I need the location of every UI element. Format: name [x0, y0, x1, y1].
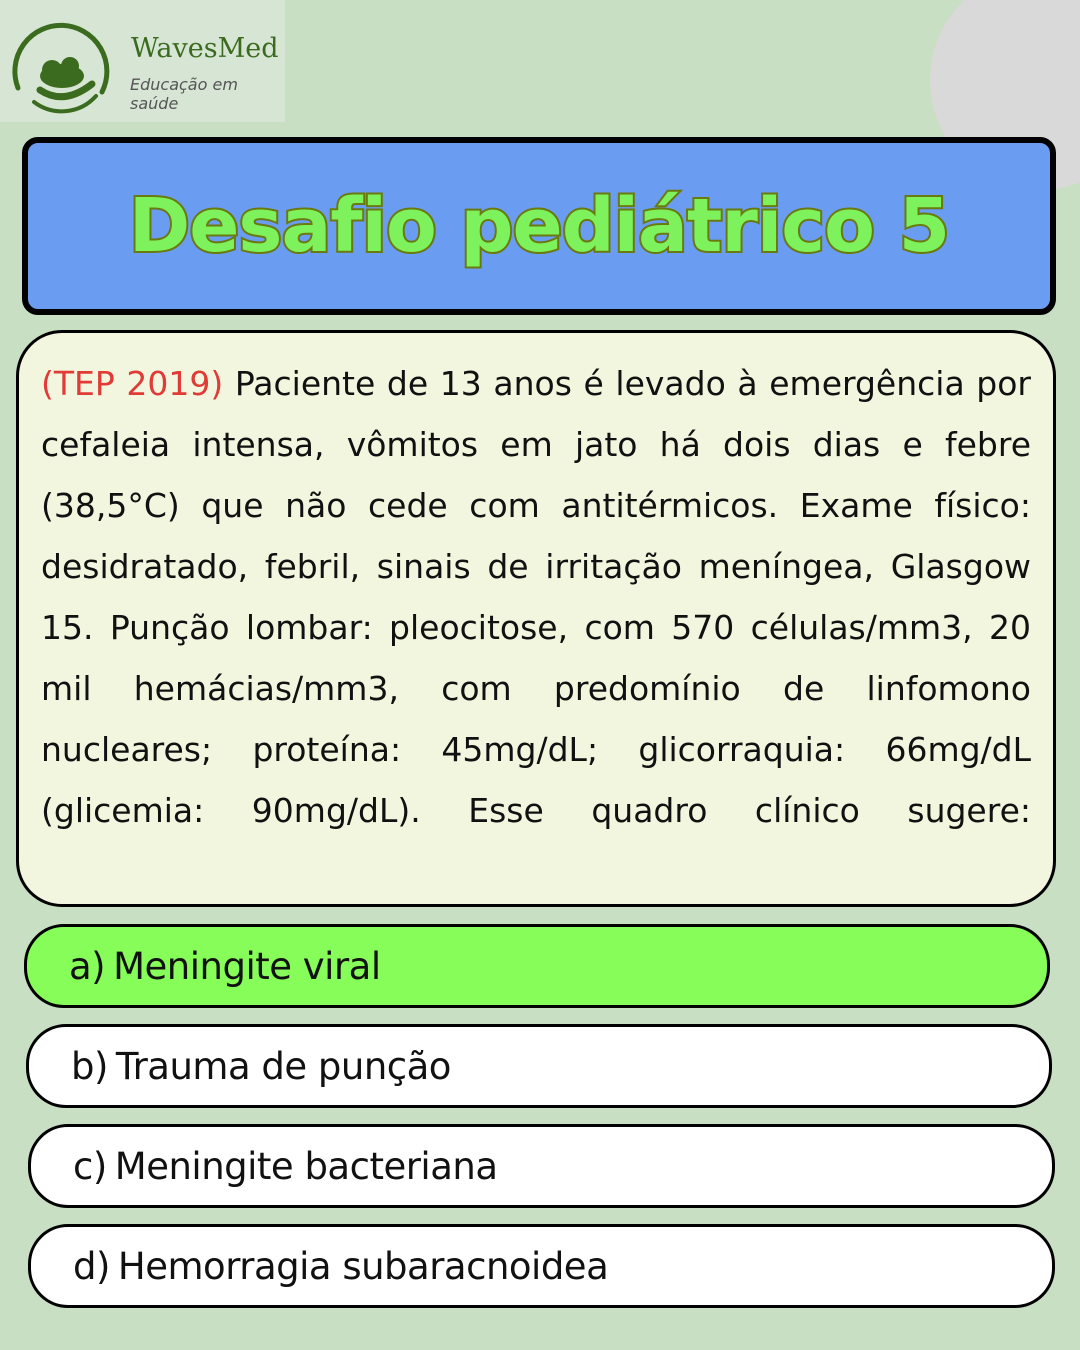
title-banner	[22, 137, 1056, 315]
option-label: Meningite bacteriana	[114, 1144, 498, 1188]
option-c[interactable]	[28, 1124, 1055, 1208]
option-letter: a)	[69, 944, 106, 988]
wave-leaf-logo-icon	[4, 6, 116, 118]
option-a[interactable]	[24, 924, 1050, 1008]
question-text	[41, 353, 1031, 841]
option-letter: c)	[73, 1144, 107, 1188]
brand-logo	[0, 0, 285, 122]
option-d[interactable]	[28, 1224, 1055, 1308]
question-body: Paciente de 13 anos é levado à emergência por cefaleia intensa, vômitos em jato há dois dias e febre (38,5°C) que não cede com antitérmicos. Exame físico: desidratado, febril, sinais de irritação meníngea, Glasgow 15. Punção lombar: pleocitose, com 570 células/mm3, 20 mil hemácias/mm3, com predomínio de linfomono nucleares; proteína: 45mg/dL; glicorraquia: 66mg/dL (glicemia: 90mg/dL). Esse quadro clínico sugere:	[41, 364, 1031, 830]
option-letter: b)	[71, 1044, 108, 1088]
option-label: Trauma de punção	[115, 1044, 451, 1088]
brand-tagline: Educação em saúde	[130, 75, 238, 113]
option-label: Meningite viral	[113, 944, 381, 988]
brand-name: WavesMed	[131, 33, 279, 64]
option-b[interactable]	[26, 1024, 1052, 1108]
question-source: (TEP 2019)	[41, 364, 224, 403]
option-letter: d)	[73, 1244, 110, 1288]
option-label: Hemorragia subaracnoidea	[117, 1244, 609, 1288]
page-title: Desafio pediátrico 5	[128, 183, 950, 269]
question-card	[16, 330, 1056, 907]
